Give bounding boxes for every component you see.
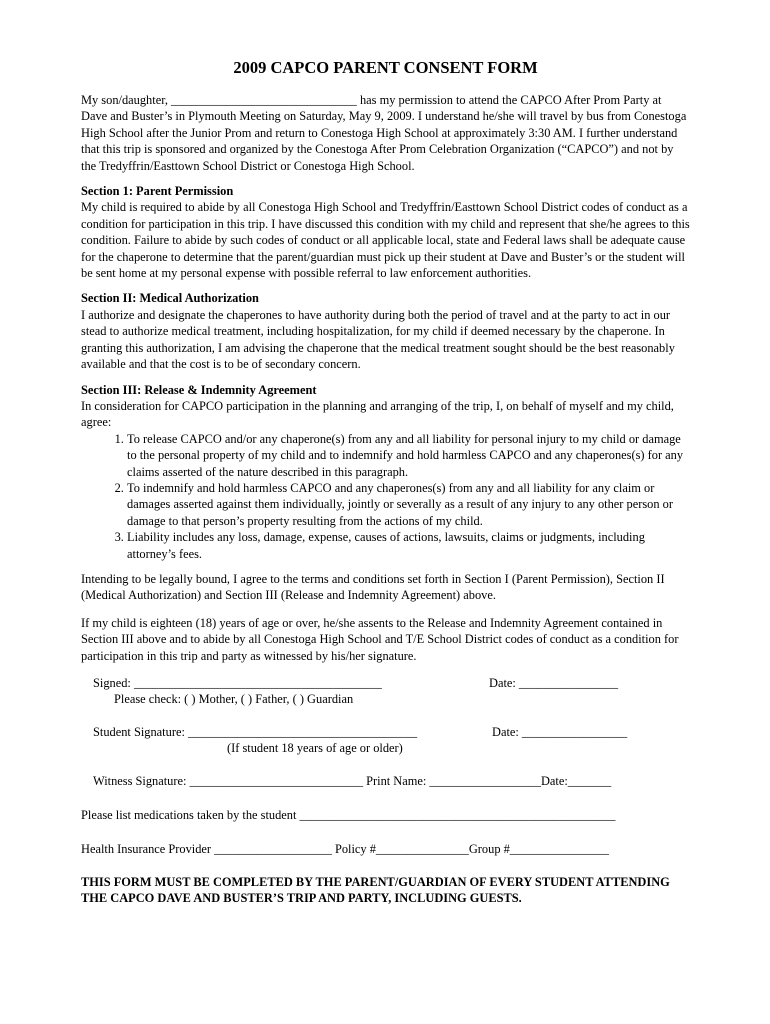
student-age-note: (If student 18 years of age or older) bbox=[227, 741, 403, 756]
legally-bound-paragraph: Intending to be legally bound, I agree to the terms and conditions set forth in Section I (Parent Permission), Section II (Medical Authorization) and Section III (Release and Indemnity Agreement) above. bbox=[81, 571, 665, 603]
please-check-row[interactable]: Please check: ( ) Mother, ( ) Father, ( ) Guardian bbox=[114, 692, 354, 707]
release-terms-list bbox=[81, 431, 690, 562]
section-1-heading: Section 1: Parent Permission bbox=[81, 184, 234, 199]
student-date-line[interactable]: Date: _________________ bbox=[492, 724, 628, 739]
section-2-heading: Section II: Medical Authorization bbox=[81, 291, 259, 306]
completion-notice: THIS FORM MUST BE COMPLETED BY THE PARENT/GUARDIAN OF EVERY STUDENT ATTENDING THE CAPCO DAVE AND BUSTER’S TRIP AND PARTY, INCLUDING GUESTS. bbox=[81, 874, 670, 906]
section-3-body: In consideration for CAPCO participation in the planning and arranging of the trip, I, on behalf of myself and my child, agree: bbox=[81, 398, 674, 430]
insurance-line[interactable]: Health Insurance Provider ___________________ Policy #_______________Group #________________ bbox=[81, 842, 609, 857]
signed-row bbox=[93, 675, 690, 691]
list-item: 2. To indemnify and hold harmless CAPCO and any chaperones(s) from any and all liability for any claim or damages asserted against them individually, jointly or severally as a result of any injury to any other person or damage to that person’s property resulting from the actions of my child. bbox=[127, 480, 690, 529]
form-title: 2009 CAPCO PARENT CONSENT FORM bbox=[233, 58, 538, 77]
signature-block bbox=[93, 675, 690, 789]
parent-date-line[interactable]: Date: ________________ bbox=[489, 676, 619, 690]
section-2-body: I authorize and designate the chaperones to have authority during both the period of travel and at the party to act in our stead to authorize medical treatment, including hospitalization, for my child if deemed necessary by the chaperone. In granting this authorization, I am advising the chaperone that the medical treatment sought should be the best reasonably available and that the cost is to be of secondary concern. bbox=[81, 307, 675, 372]
medications-line[interactable]: Please list medications taken by the student ___________________________________________________ bbox=[81, 807, 616, 822]
student-signature-row bbox=[93, 724, 690, 740]
intro-paragraph: My son/daughter, ______________________________ has my permission to attend the CAPCO After Prom Party at Dave and Buster’s in Plymouth Meeting on Saturday, May 9, 2009. I understand he/she will travel by bus from Conestoga High School after the Junior Prom and return to Conestoga High School at approximately 3:30 AM. I further understand that this trip is sponsored and organized by the Conestoga After Prom Celebration Organization (“CAPCO”) and not by the Tredyffrin/Easttown School District or Conestoga High School. bbox=[81, 93, 687, 173]
list-item: 3. Liability includes any loss, damage, expense, causes of actions, lawsuits, claims or judgments, including attorney’s fees. bbox=[127, 529, 690, 562]
section-release-indemnity bbox=[81, 382, 690, 562]
student-signature-line[interactable]: Student Signature: _____________________________________ bbox=[93, 724, 418, 739]
list-item: 1. To release CAPCO and/or any chaperone(s) from any and all liability for personal injury to my child or damage to the personal property of my child and to indemnify and hold harmless CAPCO and any chaperones(s) for any claims asserted of the nature described in this paragraph. bbox=[127, 431, 690, 480]
section-3-heading: Section III: Release & Indemnity Agreement bbox=[81, 382, 317, 397]
witness-signature-line[interactable]: Witness Signature: ____________________________ Print Name: __________________Date:_______ bbox=[93, 773, 612, 788]
parent-signature-line[interactable]: Signed: ________________________________________ bbox=[93, 676, 382, 690]
eighteen-paragraph: If my child is eighteen (18) years of age or over, he/she assents to the Release and Indemnity Agreement contained in Section III above and to abide by all Conestoga High School and T/E School District codes of conduct as a condition for participation in this trip and party as witnessed by his/her signature. bbox=[81, 615, 679, 663]
section-parent-permission bbox=[81, 183, 690, 281]
section-1-body: My child is required to abide by all Conestoga High School and Tredyffrin/Easttown School District codes of conduct as a condition for participation in this trip. I have discussed this condition with my child and represent that she/he agrees to this condition. Failure to abide by such codes of conduct or all applicable local, state and Federal laws shall be adequate cause for the chaperone to determine that the parent/guardian must pick up their student at Dave and Buster’s or the student will be sent home at my personal expense with possible referral to law enforcement authorities. bbox=[81, 200, 690, 281]
section-medical-authorization bbox=[81, 290, 690, 372]
